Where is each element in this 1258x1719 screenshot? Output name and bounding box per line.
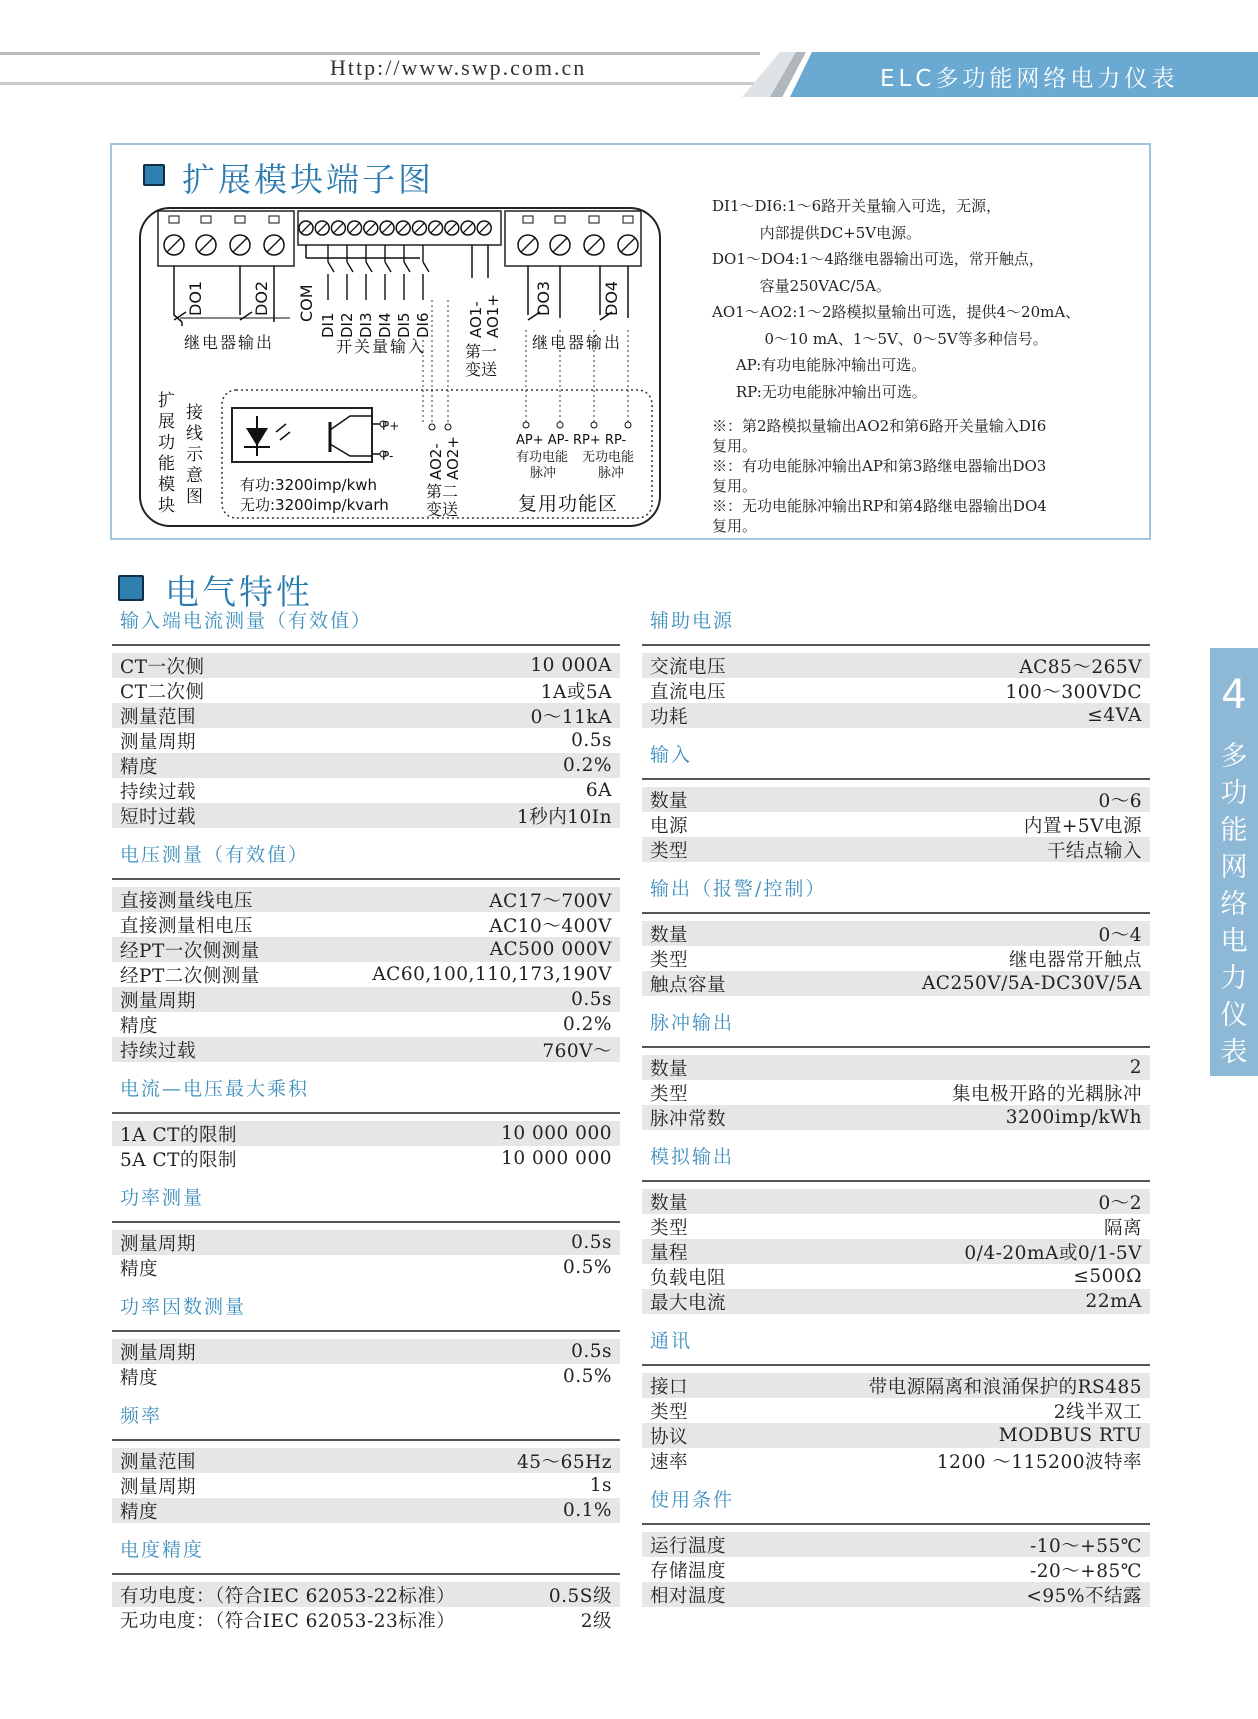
spec-label: 数量 xyxy=(650,790,689,812)
spec-category-rule xyxy=(642,912,1150,914)
spec-category-rule xyxy=(112,1439,620,1441)
spec-row xyxy=(642,921,1150,946)
ext-module-label-char: 意 xyxy=(186,466,203,486)
spec-label: 类型 xyxy=(650,1401,689,1423)
p-minus-label: P- xyxy=(382,449,394,463)
chapter-title-char: 络 xyxy=(1220,889,1248,920)
spec-value: 带电源隔离和浪涌保护的RS485 xyxy=(868,1376,1142,1398)
spec-value: 1200 ～115200波特率 xyxy=(936,1451,1142,1473)
spec-row xyxy=(112,703,620,728)
spec-category-rule xyxy=(112,644,620,646)
spec-value: ≤500Ω xyxy=(1073,1266,1142,1287)
ext-module-label-char: 线 xyxy=(186,424,203,444)
chapter-title xyxy=(1210,738,1258,1071)
first-transmit-label-1: 第一 xyxy=(465,342,498,361)
spec-value: 隔离 xyxy=(1103,1217,1142,1239)
spec-category-title: 输出（报警/控制） xyxy=(650,878,827,900)
spec-label: 测量范围 xyxy=(120,706,197,728)
chapter-title-char: 电 xyxy=(1220,926,1248,957)
spec-label: 存储温度 xyxy=(650,1560,727,1582)
com-label: COM xyxy=(297,284,316,322)
first-transmit-label-2: 变送 xyxy=(465,360,498,379)
di-label: DI3 xyxy=(357,312,375,338)
spec-label: CT二次侧 xyxy=(120,681,205,703)
spec-value: 0～6 xyxy=(1098,790,1142,812)
ao1-minus-label: AO1- xyxy=(467,301,485,338)
reuse-area-label: 复用功能区 xyxy=(518,493,619,515)
spec-value: 0.2% xyxy=(563,1014,612,1035)
ext-module-label-char: 展 xyxy=(158,412,175,432)
spec-value: 0.5s xyxy=(571,1341,612,1362)
spec-row xyxy=(112,1230,620,1255)
spec-value: AC10～400V xyxy=(489,915,612,937)
terminal-note-line: DO1～DO4:1～4路继电器输出可选，常开触点， xyxy=(712,250,1044,268)
chapter-title-char: 多 xyxy=(1220,741,1248,772)
spec-label: 功耗 xyxy=(650,706,689,728)
ext-module-label-char: 图 xyxy=(186,487,203,507)
spec-value: 0.2% xyxy=(563,755,612,776)
spec-row xyxy=(112,987,620,1012)
terminal-block-left xyxy=(158,211,294,266)
spec-row xyxy=(112,728,620,753)
spec-category-rule xyxy=(112,1112,620,1114)
spec-category-title: 电度精度 xyxy=(120,1539,205,1561)
spec-row xyxy=(642,812,1150,837)
terminal-note-line: ※：第2路模拟量输出AO2和第6路开关量输入DI6 xyxy=(712,417,1047,435)
spec-row xyxy=(642,1214,1150,1239)
spec-value: 45～65Hz xyxy=(517,1451,612,1473)
spec-label: 测量周期 xyxy=(120,990,197,1012)
switch-input-label: 开关量输入 xyxy=(336,337,427,356)
reactive-pulse-label-2: 脉冲 xyxy=(598,466,625,481)
spec-label: 类型 xyxy=(650,840,689,862)
spec-label: 类型 xyxy=(650,1217,689,1239)
spec-label: 直接测量相电压 xyxy=(120,915,254,937)
ext-module-label-char: 示 xyxy=(186,445,203,465)
spec-category-title: 脉冲输出 xyxy=(650,1012,735,1034)
spec-row xyxy=(642,703,1150,728)
spec-category-rule xyxy=(642,644,1150,646)
spec-row xyxy=(642,1105,1150,1130)
spec-row xyxy=(112,1498,620,1523)
p-plus-label: P+ xyxy=(382,419,400,433)
spec-category-title: 电流—电压最大乘积 xyxy=(120,1078,310,1100)
spec-label: 精度 xyxy=(120,756,159,778)
ext-module-label-char: 能 xyxy=(158,454,175,474)
spec-label: 1A CT的限制 xyxy=(120,1124,238,1146)
spec-value: 内置+5V电源 xyxy=(1023,815,1142,837)
spec-value: 2线半双工 xyxy=(1053,1401,1142,1423)
spec-label: 精度 xyxy=(120,1015,159,1037)
spec-category-title: 辅助电源 xyxy=(650,610,735,632)
spec-row xyxy=(112,1012,620,1037)
spec-label: CT一次侧 xyxy=(120,656,205,678)
spec-category-title: 功率测量 xyxy=(120,1187,205,1209)
spec-label: 经PT一次侧测量 xyxy=(120,940,260,962)
spec-row xyxy=(112,1255,620,1280)
spec-category-rule xyxy=(642,1046,1150,1048)
terminal-screws xyxy=(164,216,638,255)
terminal-note-line: AO1～AO2:1～2路模拟量输出可选，提供4～20mA、 xyxy=(712,303,1081,321)
spec-row xyxy=(642,1582,1150,1607)
spec-value: 0～2 xyxy=(1098,1192,1142,1214)
spec-row xyxy=(112,1146,620,1171)
spec-row xyxy=(112,1364,620,1389)
spec-label: 经PT二次侧测量 xyxy=(120,965,260,987)
spec-label: 数量 xyxy=(650,924,689,946)
spec-label: 交流电压 xyxy=(650,656,727,678)
spec-value: AC500 000V xyxy=(489,939,612,960)
spec-row xyxy=(112,887,620,912)
spec-value: AC60,100,110,173,190V xyxy=(372,964,612,985)
do4-label: DO4 xyxy=(602,280,621,316)
spec-category-title: 频率 xyxy=(120,1405,163,1427)
spec-value: 0/4-20mA或0/1-5V xyxy=(964,1242,1142,1264)
di-label: DI2 xyxy=(338,312,356,338)
spec-label: 类型 xyxy=(650,949,689,971)
chapter-title-char: 功 xyxy=(1220,778,1248,809)
spec-label: 有功电度：（符合IEC 62053-22标准） xyxy=(120,1585,456,1607)
chapter-number: 4 xyxy=(1221,672,1247,718)
spec-row xyxy=(112,653,620,678)
terminal-note-line: 内部提供DC+5V电源。 xyxy=(712,223,922,242)
spec-row xyxy=(642,1423,1150,1448)
spec-value: 10 000 000 xyxy=(501,1123,612,1144)
terminal-note-line: 容量250VAC/5A。 xyxy=(712,276,891,295)
spec-category-rule xyxy=(642,1180,1150,1182)
spec-row xyxy=(112,1607,620,1632)
spec-row xyxy=(642,946,1150,971)
di-label: DI6 xyxy=(414,312,432,338)
spec-label: 相对温度 xyxy=(650,1585,727,1607)
ext-module-label-char: 功 xyxy=(158,433,175,453)
di-label: DI5 xyxy=(395,312,413,338)
spec-value: 2 xyxy=(1129,1057,1142,1078)
spec-label: 数量 xyxy=(650,1058,689,1080)
spec-value: 0.1% xyxy=(563,1500,612,1521)
spec-row xyxy=(642,1289,1150,1314)
terminal-note-line: RP:无功电能脉冲输出可选。 xyxy=(712,382,927,401)
spec-row xyxy=(642,1080,1150,1105)
spec-label: 测量周期 xyxy=(120,1233,197,1255)
spec-row xyxy=(642,1557,1150,1582)
spec-label: 持续过载 xyxy=(120,1040,197,1062)
chapter-title-char: 表 xyxy=(1220,1037,1248,1068)
spec-value: -20～+85℃ xyxy=(1029,1560,1142,1582)
ao2-minus-label: AO2- xyxy=(427,443,445,480)
spec-value: AC17～700V xyxy=(489,890,612,912)
terminal-note-line: 复用。 xyxy=(712,477,758,495)
ext-module-label-char: 模 xyxy=(158,475,175,495)
spec-row xyxy=(642,678,1150,703)
spec-label: 精度 xyxy=(120,1367,159,1389)
spec-row xyxy=(642,653,1150,678)
spec-row xyxy=(642,1448,1150,1473)
spec-value: 100～300VDC xyxy=(1005,681,1142,703)
ao1-plus-label: AO1+ xyxy=(484,294,502,338)
ap-rp-terminal-labels: AP+ AP- RP+ RP- xyxy=(516,433,627,448)
spec-category-rule xyxy=(112,1330,620,1332)
spec-value: 1A或5A xyxy=(540,681,612,703)
terminal-diagram xyxy=(0,0,1258,560)
spec-category-rule xyxy=(642,1523,1150,1525)
spec-category-title: 输入端电流测量（有效值） xyxy=(120,610,373,632)
terminal-note-line: 0～10 mA、1～5V、0～5V等多种信号。 xyxy=(712,329,1048,348)
do2-label: DO2 xyxy=(252,280,271,316)
spec-label: 精度 xyxy=(120,1258,159,1280)
spec-label: 无功电度：（符合IEC 62053-23标准） xyxy=(120,1610,456,1632)
chapter-title-char: 能 xyxy=(1220,815,1248,846)
spec-row xyxy=(112,962,620,987)
spec-row xyxy=(112,1121,620,1146)
website-url[interactable]: Http://www.swp.com.cn xyxy=(330,55,587,80)
spec-value: <95%不结露 xyxy=(1026,1585,1142,1607)
spec-label: 测量范围 xyxy=(120,1451,197,1473)
spec-label: 直流电压 xyxy=(650,681,727,703)
spec-row xyxy=(112,753,620,778)
spec-label: 精度 xyxy=(120,1501,159,1523)
spec-value: 0.5s xyxy=(571,1232,612,1253)
spec-label: 负载电阻 xyxy=(650,1267,727,1289)
spec-label: 直接测量线电压 xyxy=(120,890,254,912)
ext-module-label-char: 块 xyxy=(158,496,175,516)
spec-label: 脉冲常数 xyxy=(650,1108,727,1130)
spec-value: 0.5s xyxy=(571,730,612,751)
spec-value: 10 000 000 xyxy=(501,1148,612,1169)
spec-value: 10 000A xyxy=(530,655,612,676)
spec-label: 协议 xyxy=(650,1426,689,1448)
spec-row xyxy=(642,1532,1150,1557)
spec-row xyxy=(642,837,1150,862)
spec-label: 量程 xyxy=(650,1242,689,1264)
spec-value: 干结点输入 xyxy=(1046,840,1142,862)
spec-row xyxy=(112,937,620,962)
reactive-pulse-constant: 无功:3200imp/kvarh xyxy=(240,496,389,514)
terminal-note-line: AP:有功电能脉冲输出可选。 xyxy=(712,356,927,374)
spec-label: 短时过载 xyxy=(120,806,197,828)
spec-category-title: 电压测量（有效值） xyxy=(120,844,310,866)
spec-value: 6A xyxy=(585,780,612,801)
ext-module-label-char: 扩 xyxy=(158,391,175,411)
terminal-note-line: ※：无功电能脉冲输出RP和第4路继电器输出DO4 xyxy=(712,497,1047,515)
terminal-note-line: DI1～DI6:1～6路开关量输入可选，无源， xyxy=(712,197,1002,215)
spec-value: -10～+55℃ xyxy=(1029,1535,1142,1557)
spec-row xyxy=(112,1339,620,1364)
spec-value: 0.5% xyxy=(563,1366,612,1387)
terminal-note-line: ※：有功电能脉冲输出AP和第3路继电器输出DO3 xyxy=(712,457,1047,475)
spec-value: 0.5s xyxy=(571,989,612,1010)
spec-value: AC250V/5A-DC30V/5A xyxy=(921,973,1142,994)
spec-row xyxy=(112,678,620,703)
spec-value: 1s xyxy=(589,1475,612,1496)
spec-value: 3200imp/kWh xyxy=(1005,1107,1142,1128)
spec-category-rule xyxy=(112,878,620,880)
do3-label: DO3 xyxy=(534,280,553,316)
spec-category-rule xyxy=(642,1364,1150,1366)
di-label: DI4 xyxy=(376,312,394,338)
spec-value: MODBUS RTU xyxy=(998,1425,1142,1446)
relay-output-right-label: 继电器输出 xyxy=(532,333,623,352)
spec-label: 电源 xyxy=(650,815,689,837)
spec-label: 类型 xyxy=(650,1083,689,1105)
spec-category-rule xyxy=(112,1573,620,1575)
spec-value: 集电极开路的光耦脉冲 xyxy=(951,1083,1142,1105)
ext-module-label-char: 接 xyxy=(186,403,203,423)
spec-value: 2级 xyxy=(580,1610,612,1632)
spec-row xyxy=(112,1582,620,1607)
spec-value: 22mA xyxy=(1085,1291,1142,1312)
spec-label: 5A CT的限制 xyxy=(120,1149,238,1171)
di-label: DI1 xyxy=(319,312,337,338)
spec-category-title: 输入 xyxy=(650,744,693,766)
page-header-title: ELC多功能网络电力仪表 xyxy=(880,66,1179,92)
active-pulse-constant: 有功:3200imp/kwh xyxy=(240,476,378,494)
reactive-pulse-label-1: 无功电能 xyxy=(582,450,635,465)
active-pulse-label-2: 脉冲 xyxy=(530,466,557,481)
spec-category-title: 通讯 xyxy=(650,1330,693,1352)
spec-category-rule xyxy=(642,778,1150,780)
spec-row xyxy=(642,1373,1150,1398)
spec-label: 测量周期 xyxy=(120,1476,197,1498)
spec-category-rule xyxy=(112,1221,620,1223)
spec-row xyxy=(112,778,620,803)
spec-value: 继电器常开触点 xyxy=(1008,949,1142,971)
spec-label: 速率 xyxy=(650,1451,689,1473)
spec-label: 测量周期 xyxy=(120,731,197,753)
spec-label: 运行温度 xyxy=(650,1535,727,1557)
spec-row xyxy=(642,1264,1150,1289)
active-pulse-label-1: 有功电能 xyxy=(516,450,569,465)
spec-row xyxy=(112,1448,620,1473)
spec-value: 760V～ xyxy=(542,1040,612,1062)
spec-category-title: 模拟输出 xyxy=(650,1146,735,1168)
spec-value: 1秒内10In xyxy=(516,806,612,828)
spec-category-title: 使用条件 xyxy=(650,1489,735,1511)
spec-label: 测量周期 xyxy=(120,1342,197,1364)
chapter-title-char: 力 xyxy=(1220,963,1248,994)
second-transmit-label-2: 变送 xyxy=(426,500,459,519)
spec-row xyxy=(642,971,1150,996)
spec-value: 0～4 xyxy=(1098,924,1142,946)
spec-row xyxy=(112,1473,620,1498)
do1-label: DO1 xyxy=(186,280,205,316)
second-transmit-label-1: 第二 xyxy=(426,482,459,501)
spec-value: 0～11kA xyxy=(530,706,612,728)
spec-category-title: 功率因数测量 xyxy=(120,1296,247,1318)
terminal-note-line: 复用。 xyxy=(712,517,758,535)
terminal-section-title: 扩展模块端子图 xyxy=(182,160,434,199)
spec-row xyxy=(642,787,1150,812)
spec-row xyxy=(642,1239,1150,1264)
spec-row xyxy=(642,1398,1150,1423)
chapter-title-char: 仪 xyxy=(1220,1000,1248,1031)
spec-row xyxy=(642,1189,1150,1214)
spec-row xyxy=(112,912,620,937)
electrical-section-title: 电气特性 xyxy=(165,573,313,613)
spec-row xyxy=(112,1037,620,1062)
ao2-plus-label: AO2+ xyxy=(444,436,462,480)
spec-label: 触点容量 xyxy=(650,974,727,996)
section-square-icon xyxy=(118,575,144,601)
spec-label: 数量 xyxy=(650,1192,689,1214)
spec-label: 接口 xyxy=(650,1376,689,1398)
chapter-title-char: 网 xyxy=(1220,852,1248,883)
module-outline xyxy=(140,208,660,526)
spec-label: 最大电流 xyxy=(650,1292,727,1314)
spec-label: 持续过载 xyxy=(120,781,197,803)
spec-row xyxy=(642,1055,1150,1080)
relay-output-left-label: 继电器输出 xyxy=(184,333,275,352)
spec-row xyxy=(112,803,620,828)
spec-value: 0.5S级 xyxy=(548,1585,612,1607)
spec-value: 0.5% xyxy=(563,1257,612,1278)
terminal-note-line: 复用。 xyxy=(712,437,758,455)
spec-value: AC85～265V xyxy=(1019,656,1142,678)
spec-value: ≤4VA xyxy=(1087,705,1142,726)
